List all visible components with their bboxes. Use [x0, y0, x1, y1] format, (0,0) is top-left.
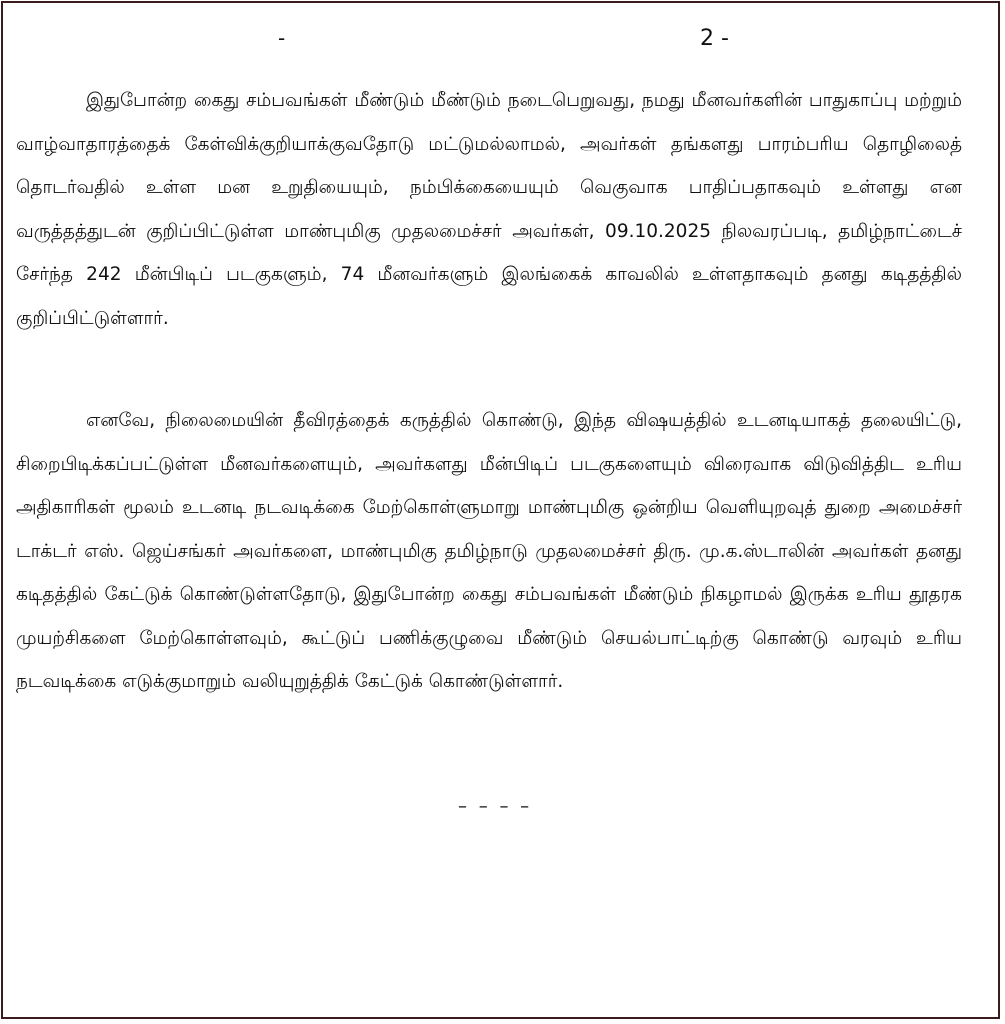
header-dash: - [278, 26, 286, 50]
paragraph-arrests-impact: இதுபோன்ற கைது சம்பவங்கள் மீண்டும் மீண்டும் நடைபெறுவது, நமது மீனவர்களின் பாதுகாப்பு மற்றும் வாழ்வாதாரத்தைக் கேள்விக்குறியாக்குவதோடு மட்டுமல்லாமல், அவர்கள் தங்களது பாரம்பரிய தொழிலைத் தொடர்வதில் உள்ள மன உறுதியையும், நம்பிக்கையையும் வெகுவாக பாதிப்பதாகவும் உள்ளது என வருத்தத்துடன் குறிப்பிட்டுள்ள மாண்புமிகு முதலமைச்சர் அவர்கள், 09.10.2025 நிலவரப்படி, தமிழ்நாட்டைச் சேர்ந்த 242 மீன்பிடிப் படகுகளும், 74 மீனவர்களும் இலங்கைக் காவலில் உள்ளதாகவும் தனது கடிதத்தில் குறிப்பிட்டுள்ளார். [16, 90, 962, 329]
closing-dashes: – – – – [458, 796, 533, 817]
paragraph-request-release: எனவே, நிலைமையின் தீவிரத்தைக் கருத்தில் கொண்டு, இந்த விஷயத்தில் உடனடியாகத் தலையிட்டு, சிறைபிடிக்கப்பட்டுள்ள மீனவர்களையும், அவர்களது மீன்பிடிப் படகுகளையும் விரைவாக விடுவித்திட உரிய அதிகாரிகள் மூலம் உடனடி நடவடிக்கை மேற்கொள்ளுமாறு மாண்புமிகு ஒன்றிய வெளியுறவுத் துறை அமைச்சர் டாக்டர் எஸ். ஜெய்சங்கர் அவர்களை, மாண்புமிகு தமிழ்நாடு முதலமைச்சர் திரு. மு.க.ஸ்டாலின் அவர்கள் தனது கடிதத்தில் கேட்டுக் கொண்டுள்ளதோடு, இதுபோன்ற கைது சம்பவங்கள் மீண்டும் நிகழாமல் இருக்க உரிய தூதரக முயற்சிகளை மேற்கொள்ளவும், கூட்டுப் பணிக்குழுவை மீண்டும் செயல்பாட்டிற்கு கொண்டு வரவும் உரிய நடவடிக்கை எடுக்குமாறும் வலியுறுத்திக் கேட்டுக் கொண்டுள்ளார். [16, 410, 962, 692]
page-number: 2 - [700, 26, 729, 51]
